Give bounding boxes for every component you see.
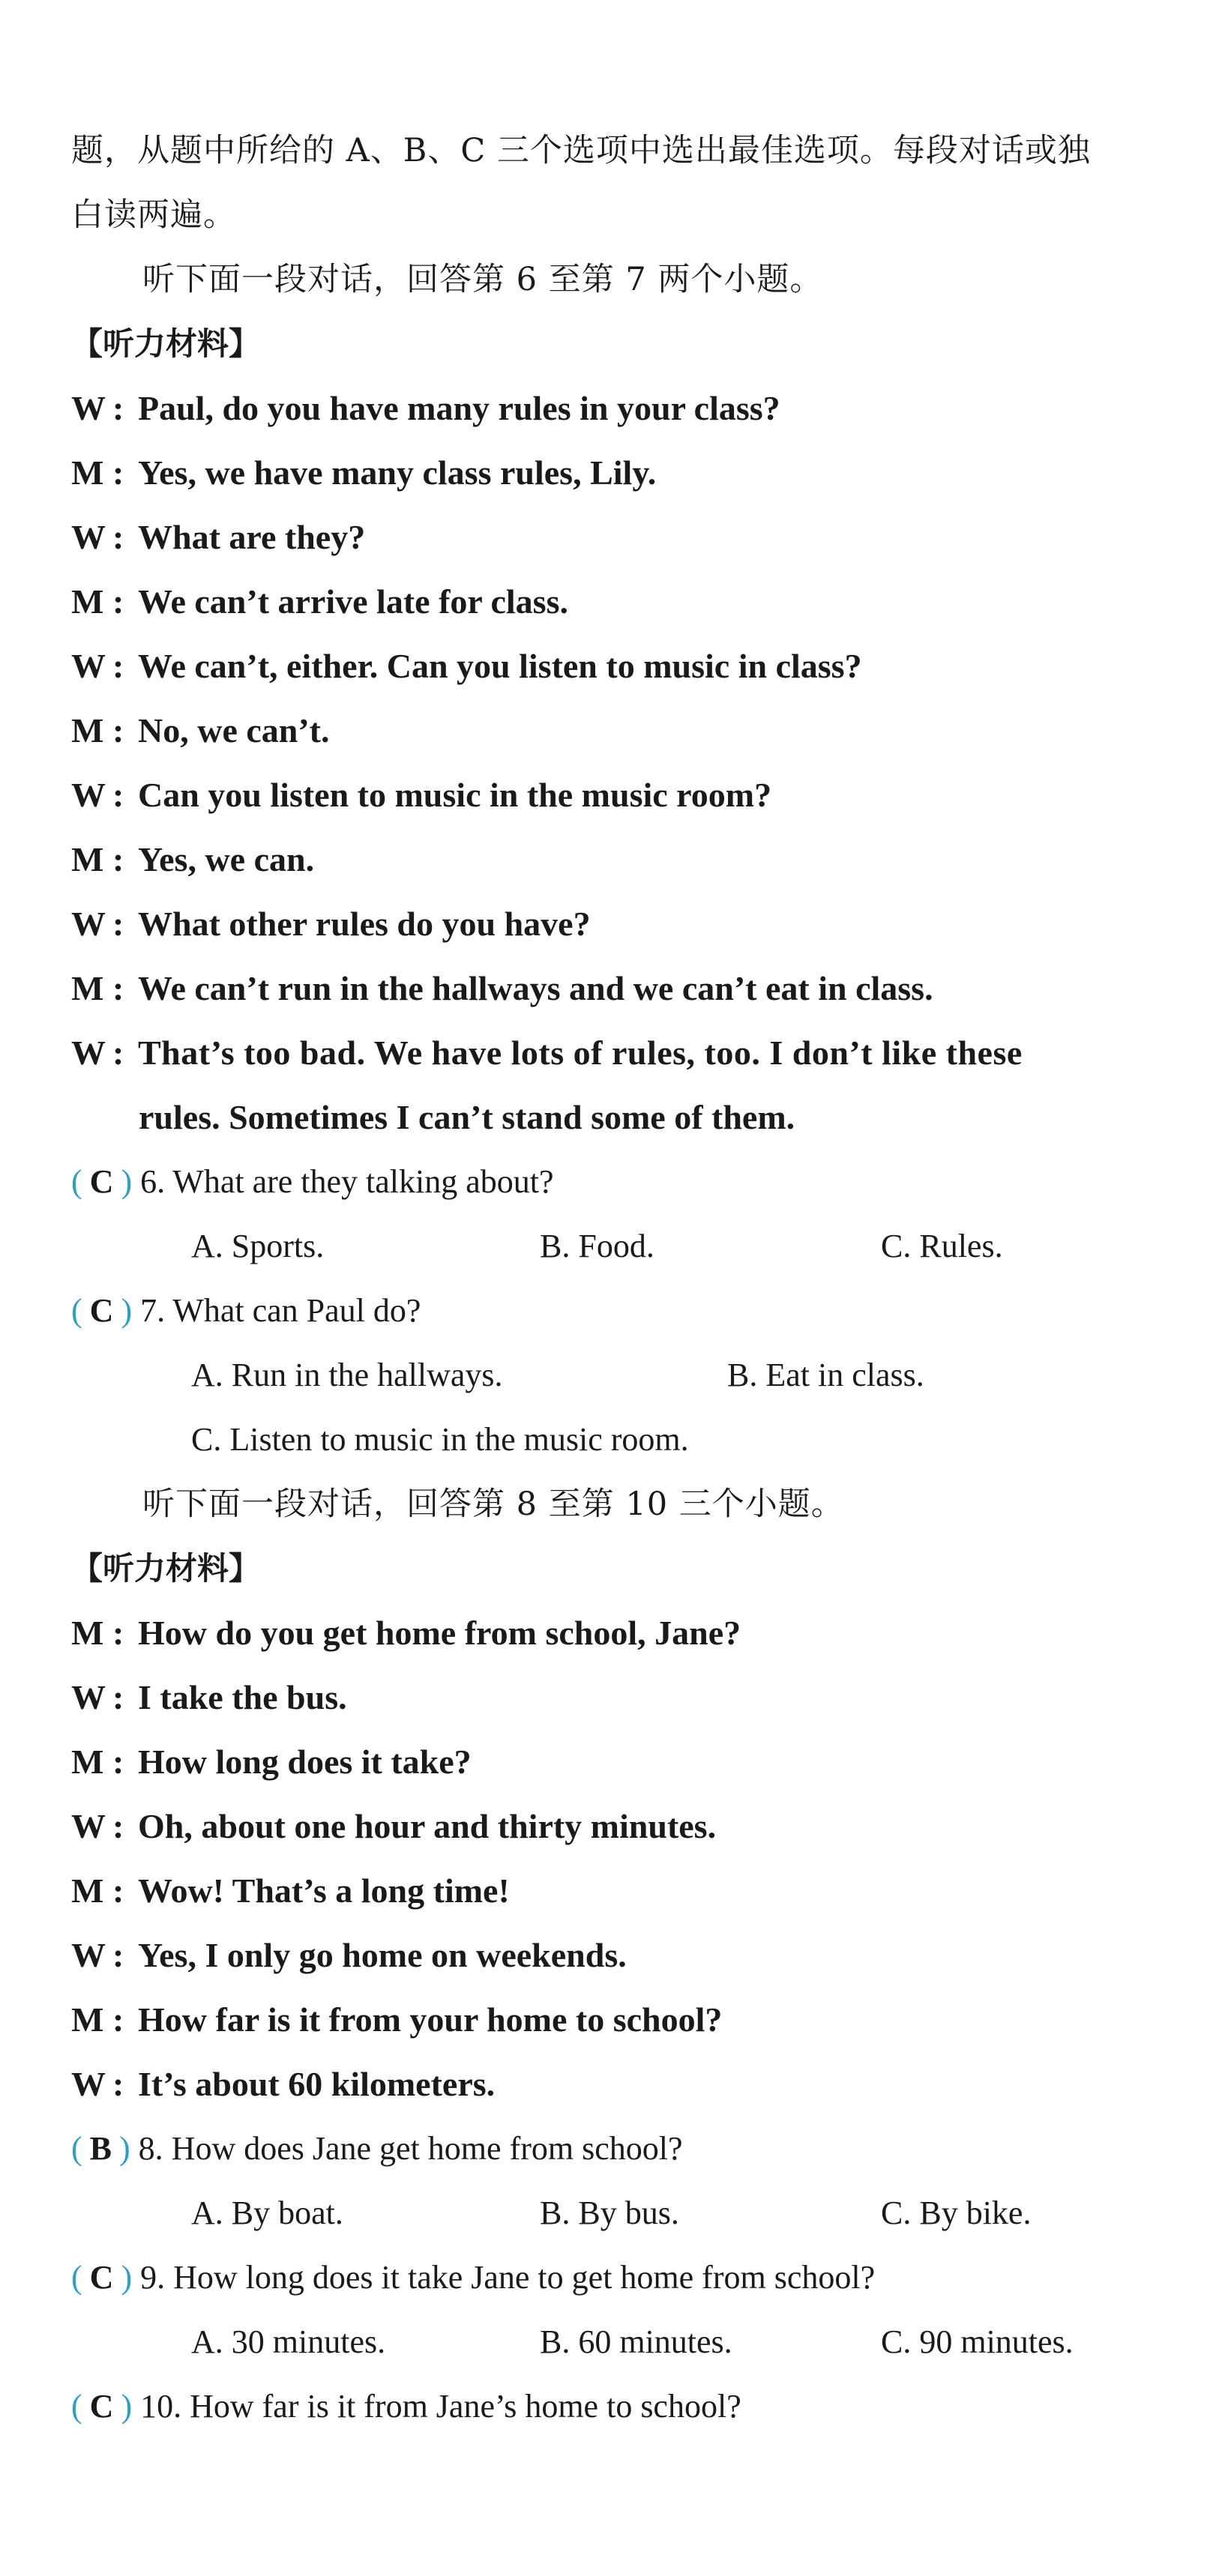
listening-instruction-1: 听下面一段对话，回答第 6 至第 7 两个小题。 (142, 261, 823, 298)
dialog-line: W : Paul, do you have many rules in your class? (71, 389, 780, 427)
answer-paren: ( C ) (71, 1163, 132, 1200)
dialog-line: M : Yes, we can. (71, 840, 315, 878)
dialog-line-continued: rules. Sometimes I can’t stand some of them. (139, 1098, 795, 1136)
question-7-options-2 (71, 1408, 1180, 1472)
answer-paren: ( C ) (71, 1292, 132, 1329)
option-b: B. 60 minutes. (540, 2323, 732, 2360)
question-6 (71, 1150, 1180, 1214)
dialog-line: W : Can you listen to music in the music room? (71, 776, 772, 814)
dialog-line: M : We can’t arrive late for class. (71, 582, 568, 621)
intro-line-2: 白读两遍。 (71, 196, 236, 234)
dialog-line: M : Wow! That’s a long time! (71, 1871, 510, 1910)
dialog-line: W : I take the bus. (71, 1678, 347, 1716)
dialog-line: M : Yes, we have many class rules, Lily. (71, 453, 657, 492)
question-8 (71, 2117, 1180, 2181)
question-8-options (71, 2181, 1180, 2245)
option-c: C. 90 minutes. (881, 2323, 1074, 2360)
question-7-options (71, 1343, 1180, 1408)
intro-line-1: 题，从题中所给的 A、B、C 三个选项中选出最佳选项。每段对话或独 (71, 132, 1091, 169)
answer-paren: ( B ) (71, 2130, 130, 2167)
dialog-line: W : Yes, I only go home on weekends. (71, 1936, 627, 1974)
option-a: A. Run in the hallways. (191, 1357, 503, 1393)
section-label-2: 【听力材料】 (71, 1550, 261, 1587)
answer-paren: ( C ) (71, 2388, 132, 2425)
question-10 (71, 2374, 1180, 2439)
dialog-line: W : Oh, about one hour and thirty minutes. (71, 1807, 717, 1845)
option-a: A. By boat. (191, 2195, 343, 2231)
option-b: B. Eat in class. (727, 1357, 924, 1393)
question-7 (71, 1279, 1180, 1343)
question-6-options (71, 1214, 1180, 1279)
option-b: B. By bus. (540, 2195, 679, 2231)
option-c: C. By bike. (881, 2195, 1032, 2231)
answer-letter: C (89, 1292, 114, 1329)
dialog-line: M : How far is it from your home to school? (71, 2000, 723, 2039)
dialog-line: M : How do you get home from school, Jane? (71, 1614, 741, 1652)
dialog-line: W : We can’t, either. Can you listen to music in class? (71, 647, 862, 685)
answer-letter: C (89, 1163, 114, 1200)
question-text: 10. How far is it from Jane’s home to school? (140, 2388, 741, 2425)
option-a: A. 30 minutes. (191, 2323, 386, 2360)
answer-letter: B (89, 2130, 112, 2167)
option-c: C. Rules. (881, 1228, 1003, 1264)
answer-letter: C (89, 2259, 114, 2296)
dialog-line: W : What other rules do you have? (71, 905, 591, 943)
question-9-options (71, 2310, 1180, 2374)
listening-instruction-2: 听下面一段对话，回答第 8 至第 10 三个小题。 (142, 1485, 844, 1523)
dialog-line: W : That’s too bad. We have lots of rules, too. I don’t like these (71, 1034, 1023, 1072)
dialog-line: M : We can’t run in the hallways and we can’t eat in class. (71, 969, 933, 1007)
dialog-line: M : No, we can’t. (71, 711, 330, 749)
dialog-line: W : It’s about 60 kilometers. (71, 2065, 496, 2103)
question-text: 6. What are they talking about? (140, 1163, 554, 1200)
question-text: 7. What can Paul do? (140, 1292, 421, 1329)
question-text: 9. How long does it take Jane to get home from school? (140, 2259, 876, 2296)
option-c: C. Listen to music in the music room. (191, 1421, 689, 1458)
dialog-line: W : What are they? (71, 518, 366, 556)
option-a: A. Sports. (191, 1228, 325, 1264)
answer-paren: ( C ) (71, 2259, 132, 2296)
question-text: 8. How does Jane get home from school? (138, 2130, 683, 2167)
dialog-line: M : How long does it take? (71, 1743, 472, 1781)
option-b: B. Food. (540, 1228, 654, 1264)
answer-letter: C (89, 2388, 114, 2425)
question-9 (71, 2245, 1180, 2310)
section-label-1: 【听力材料】 (71, 325, 261, 362)
